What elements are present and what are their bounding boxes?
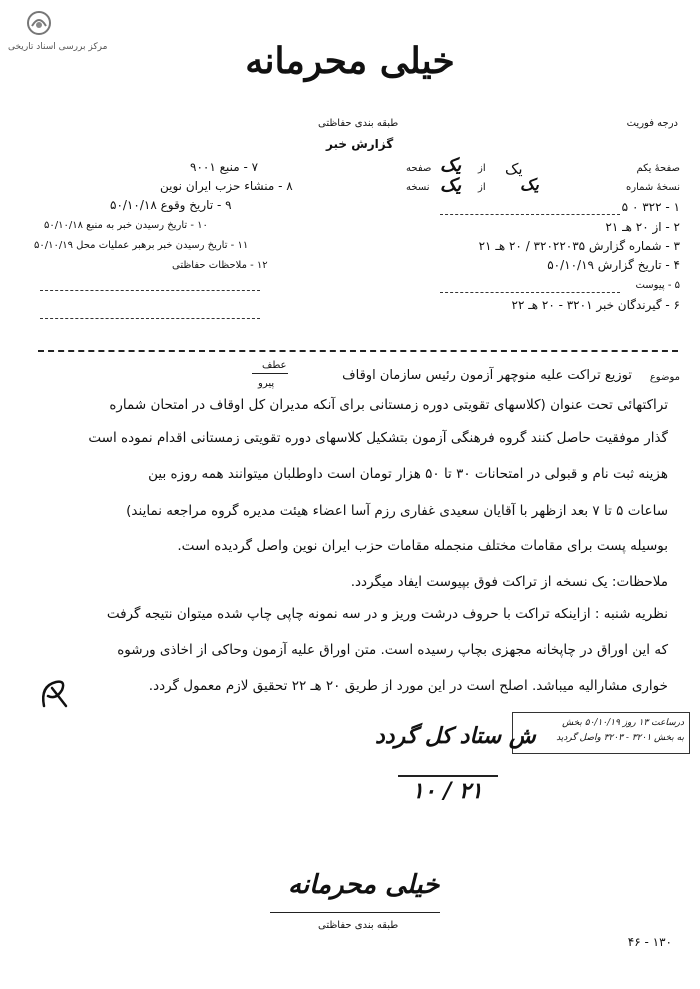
copy-of-value: یک xyxy=(440,175,462,196)
page-of-value: یک xyxy=(440,155,462,176)
field-10: ۱۰ - تاریخ رسیدن خبر به منبع ۵۰/۱۰/۱۸ xyxy=(44,220,208,231)
page-of-label: از xyxy=(478,163,486,174)
body-line-6: ملاحظات: یک نسخه از تراکت فوق بپیوست ایفاد میگردد. xyxy=(350,574,668,590)
copy-number-label: نسخهٔ شماره xyxy=(626,182,680,193)
body-line-1: تراکتهائی تحت عنوان (کلاسهای تقویتی دوره زمستانی برای آنکه مدیران کل اوقاف در امتحان شماره xyxy=(109,397,668,413)
logo-text: مرکز بررسی اسناد تاریخی xyxy=(8,42,108,52)
copy-number-value: یک xyxy=(520,175,539,194)
field-5: ۵ - پیوست xyxy=(635,280,680,291)
stamp-line-2: به بخش ۳۲۰۱ - ۳۲۰۳ واصل گردید xyxy=(556,733,684,743)
divider xyxy=(38,350,678,352)
body-line-5: بوسیله پست برای مقامات مختلف منجمله مقامات حزب ایران نوین واصل گردیده است. xyxy=(177,538,668,554)
atf-label: عطف xyxy=(262,360,287,371)
field-3: ۳ - شماره گزارش ۳۲۰۲۲۰۳۵ / ۲۰ هـ ۲۱ xyxy=(478,239,680,253)
received-stamp xyxy=(512,712,690,754)
footer-signature: خیلی محرمانه xyxy=(288,870,440,900)
field-6: ۶ - گیرندگان خبر ۳۲۰۱ - ۲۰ هـ ۲۲ xyxy=(511,298,680,312)
body-line-2: گذار موفقیت حاصل کنند گروه فرهنگی آزمون بتشکیل کلاسهای دوره تقویتی زمستانی اقدام نموده است xyxy=(88,430,668,446)
field-8: ۸ - منشاء حزب ایران نوین xyxy=(160,179,293,193)
copy-of-label: از xyxy=(478,182,486,193)
field-1: ۱ - ۳۲۲ ۰ ۵ xyxy=(621,200,680,214)
handwritten-date: ۱۰ / ۲۱ xyxy=(412,778,483,804)
subject-label: موضوع xyxy=(649,372,680,383)
opinion-line-2: که این اوراق در چاپخانه مجهزی بچاپ رسیده است. متن اوراق علیه آزمون وحاکی از اخاذی ورشوه xyxy=(117,642,668,658)
opinion-line-3: خواری مشارالیه میباشد. اصلح است در این مورد از طریق ۲۰ هـ ۲۲ تحقیق لازم معمول گردد. xyxy=(148,678,668,694)
page-number-label: صفحهٔ یکم xyxy=(636,163,680,174)
page-word: صفحه xyxy=(406,163,432,174)
page-title: خیلی محرمانه xyxy=(245,40,455,82)
body-line-4: ساعات ۵ تا ۷ بعد ازظهر با آقایان سعیدی غفاری رزم آسا اعضاء هیئت مدیره گروه مراجعه نمایند) xyxy=(126,503,668,519)
subject-text: توزیع تراکت علیه منوچهر آزمون رئیس سازمان اوقاف xyxy=(342,368,632,383)
field-7: ۷ - منبع ۹۰۰۱ xyxy=(190,160,259,174)
page-number-value: یک xyxy=(505,160,523,178)
field-11: ۱۱ - تاریخ رسیدن خبر برهبر عملیات محل ۵۰/۱۰/۱۹ xyxy=(34,240,249,251)
copy-word: نسخه xyxy=(406,182,430,193)
field-9: ۹ - تاریخ وقوع ۵۰/۱۰/۱۸ xyxy=(110,198,232,212)
field-4: ۴ - تاریخ گزارش ۵۰/۱۰/۱۹ xyxy=(547,258,680,272)
field-12: ۱۲ - ملاحظات حفاظتی xyxy=(172,260,268,271)
opinion-line-1: نظریه شنبه : ازاینکه تراکت با حروف درشت وریز و در سه نمونه چاپی چاپ شده میتوان نتیجه گرفت xyxy=(106,606,668,622)
priority-label: درجه فوریت xyxy=(626,118,678,129)
body-line-3: هزینه ثبت نام و قبولی در امتحانات ۳۰ تا ۵۰ هزار تومان است داوطلبان میتوانند همه روزه بین xyxy=(148,466,668,482)
stamp-line-1: درساعت ۱۳ روز ۵۰/۱۰/۱۹ بخش xyxy=(562,718,684,728)
report-type: گزارش خبر xyxy=(326,137,394,151)
footer-code: ۱۳۰ - ۴۶ xyxy=(627,935,672,949)
initials-signature-icon xyxy=(36,676,72,712)
handwritten-note: ش ستاد کل گردد xyxy=(375,723,536,749)
footer-classification-label: طبقه بندی حفاظتی xyxy=(318,920,399,931)
classification-label: طبقه بندی حفاظتی xyxy=(318,118,399,129)
field-2: ۲ - از ۲۰ هـ ۲۱ xyxy=(605,220,680,234)
peyro-label: پیرو xyxy=(258,378,275,389)
archive-logo-icon xyxy=(26,10,52,36)
